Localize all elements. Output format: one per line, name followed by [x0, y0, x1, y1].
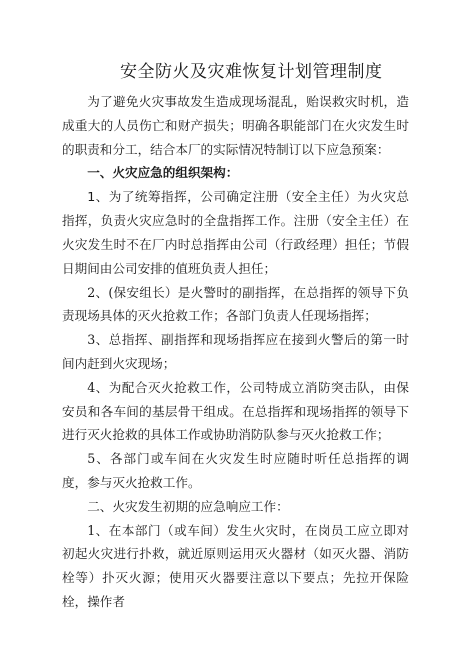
- org-item-1: [62, 185, 409, 280]
- intro-paragraph: 为了避免火灾事故发生造成现场混乱，贻误救灾时机，造成重大的人员伤亡和财产损失；明确各职能部门在火灾发生时的职责和分工，结合本厂的实际情况特制订以下应急预案：: [62, 94, 409, 157]
- org-item-2: 2、(保安组长）是火警时的副指挥，在总指挥的领导下负责现场具体的灭火抢救工作；各部门负责人任现场指挥；: [62, 284, 409, 324]
- org-item-1-lead: 1、为了统筹指挥，公司确定注册（安全主任）为火灾总指挥，负责火灾应急时的全盘指挥工作。: [62, 189, 409, 229]
- response-item-1: 1、在本部门（或车间）发生火灾时，在岗员工应立即对初起火灾进行扑救，就近原则运用灭火器材（如灭火器、消防栓等）扑灭火源；使用灭火器要注意以下要点；先拉开保险栓，操作者: [62, 522, 409, 609]
- section-heading-initial-response: 二、火灾发生初期的应急响应工作：: [87, 498, 289, 514]
- org-item-3: 3、总指挥、副指挥和现场指挥应在接到火警后的第一时间内赶到火灾现场；: [62, 332, 409, 371]
- org-item-4: 4、为配合灭火抢救工作，公司特成立消防突击队，由保安员和各车间的基层骨干组成。在总指挥和现场指挥的领导下进行灭火抢救的具体工作或协助消防队参与灭火抢救工作；: [62, 379, 409, 443]
- section-heading-organization: 一、火灾应急的组织架构：: [87, 165, 239, 181]
- document-title: 安全防火及灾难恢复计划管理制度: [120, 62, 383, 82]
- org-item-1-rest: 注册（安全主任）在火灾发生时不在厂内时总指挥由公司（行政经理）担任；节假日期间由公司安排的值班负责人担任；: [62, 213, 410, 276]
- org-item-5: 5、各部门或车间在火灾发生时应随时听任总指挥的调度，参与灭火抢救工作。: [62, 451, 409, 490]
